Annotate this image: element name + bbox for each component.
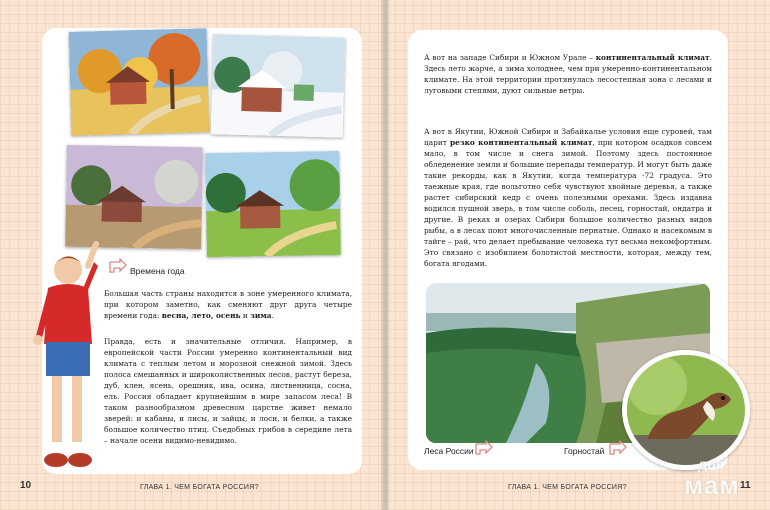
right-paragraph-1: А вот на западе Сибири и Южном Урале – континентальный климат. Здесь лето жарче, а зима холоднее, чем при умеренно-континентальном климате. На этой территории протянулась лесостепная зона с лесами и луговыми степями, дуют сильные ветры. [424, 53, 713, 95]
summer-painting-image [205, 151, 341, 257]
right-paragraph-2: А вот в Якутии, Южной Сибири и Забайкалье условия еще суровей, там царит резко континентальный климат, при котором осадков совсем мало, в том числе и снега зимой. Поэтому здесь постоянное обледенение земли и большие перепады температур. И могут быть даже такие рекорды, как в Якутии, когда температура -72 градуса. Это таежные края, где вольготно себя чувствуют хвойные деревья, а также растет сибирский кедр с очень полезными орехами. Здесь издавна водился пушной зверь, в том числе соболь, песец, горностай, ондатра и другие. В реках и озерах Сибири большое количество разных видов рыбы, а в лесах поют многочисленные пернатые. Однако и насекомым в тайге – рай, что делает пребывание человека тут весьма некомфортным. Это связано с изобилием болотистой местности, которая, между тем, богата ягодами. [424, 127, 712, 268]
running-head-right: ГЛАВА 1. ЧЕМ БОГАТА РОССИЯ? [508, 484, 627, 491]
spring-painting [65, 145, 203, 249]
autumn-painting-image [69, 28, 210, 136]
left-paragraph-1: Большая часть страны находится в зоне умеренного климата, при котором заметно, как сменяют друг друга четыре времени года: весна, лето, осень и зима. [104, 289, 352, 320]
book-spread: Времена года Большая часть страны находится в зоне умеренного климата, при котором заметно, как сменяют друг друга четыре времени года: весна, лето, осень и зима. Правда, есть и значительные отличия. Например, в европейской части России умеренно континентальный вид климата с теплым летом и морозной снежной зимой. Здесь полоса смешанных и широколиственных лесов, растут береза, дуб, клен, ясень, орешник, ива, осина, лиственница, сосна, ель. Россия обладает крупнейшим в мире запасом леса! В таком разнообразном древесном царстве живет немало зверей: и кабаны, и лисы, и зайцы, и лоси, и белки, а также большое количество птиц. Съедобных грибов в середине лета – начале осени видимо-невидимо. 10 ГЛАВА 1. ЧЕМ БОГАТА РОССИЯ? А вот на западе Сибири и Южном Урале – континентальный климат. Здесь лето жарче, а зима холоднее, чем при умеренно-континентальном климате. На этой территории протянулась лесостепная зона с лесами и луговыми степями, дуют сильные ветры. А вот в Якутии, Южной Сибири и Забайкалье условия еще суровей, там царит резко континентальный климат, при котором осадков совсем мало, в том числе и снега зимой. Поэтому здесь постоянное обледенение земли и большие перепады температур. И могут быть даже такие рекорды, как в Якутии, когда температура -72 градуса. Это таежные края, где вольготно себя чувствуют хвойные деревья, а также растет сибирский кедр с очень полезными орехами. Здесь издавна водился пушной зверь, в том числе соболь, песец, горностай, ондатра и другие. В реках и озерах Сибири большое количество разных видов рыбы, а в лесах поют многочисленные пернатые. Однако и насекомым в тайге – рай, что делает пребывание человека тут весьма некомфортным. Это связано с изобилием болотистой местности, которая, между тем, богата ягодами. Леса России Горностай ГЛАВА 1. ЧЕМ БОГАТА РОССИЯ? 11 для мам [0, 0, 770, 510]
left-paragraph-2: Правда, есть и значительные отличия. Например, в европейской части России умеренно континентальный вид климата с теплым летом и морозной снежной зимой. Здесь полоса смешанных и широколиственных лесов, растут береза, дуб, клен, ясень, орешник, ива, осина, лиственница, сосна, ель. Россия обладает крупнейшим в мире запасом леса! В таком разнообразном древесном царстве живет немало зверей: и кабаны, и лисы, и зайцы, и лоси, и белки, а также большое количество птиц. Съедобных грибов в середине лета – начале осени видимо-невидимо. [104, 337, 352, 445]
summer-painting [205, 151, 341, 257]
ermine-photo [622, 350, 750, 470]
book-gutter [381, 0, 389, 510]
forest-caption-arrow-icon [474, 440, 494, 456]
winter-painting [211, 34, 346, 137]
page-number-right: 11 [740, 480, 751, 491]
winter-painting-image [211, 34, 346, 137]
page-number-left: 10 [20, 480, 32, 491]
boy-illustration [26, 236, 108, 474]
forests-caption: Леса России [424, 446, 474, 456]
ermine-caption-arrow-icon [608, 440, 628, 456]
ermine-photo-image [627, 355, 745, 465]
caption-arrow-icon [108, 258, 128, 274]
seasons-caption: Времена года [130, 266, 185, 276]
spring-painting-image [65, 145, 203, 249]
autumn-painting [69, 28, 210, 136]
ermine-caption: Горностай [564, 446, 605, 456]
running-head-left: ГЛАВА 1. ЧЕМ БОГАТА РОССИЯ? [140, 484, 259, 491]
